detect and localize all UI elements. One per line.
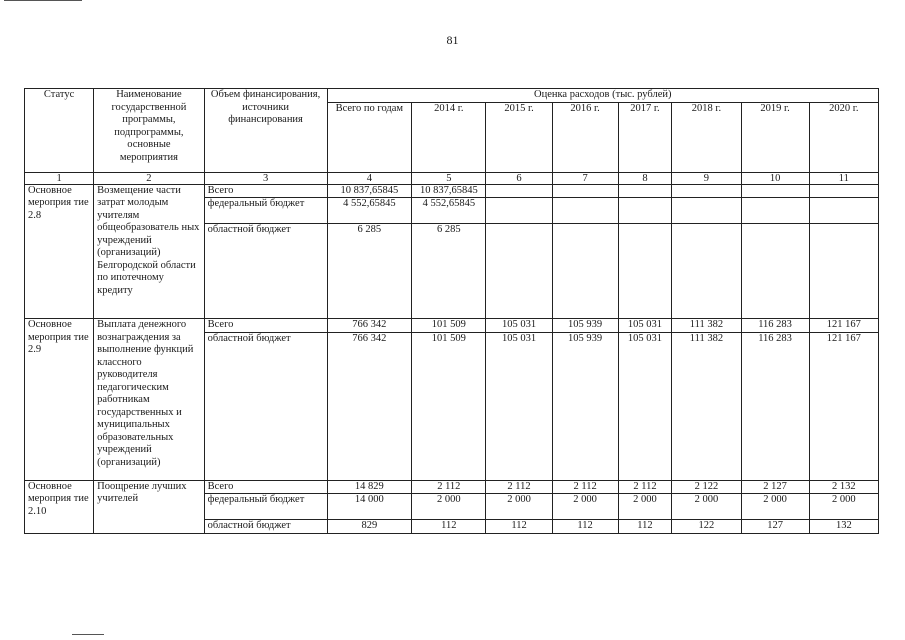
value-cell — [618, 184, 672, 198]
value-cell: 116 283 — [741, 319, 809, 333]
value-cell: 2 000 — [552, 494, 618, 520]
source-cell: федеральный бюджет — [204, 198, 327, 224]
value-cell: 105 939 — [552, 332, 618, 480]
value-cell: 14 829 — [327, 480, 412, 494]
value-cell — [809, 198, 878, 224]
header-year: 2016 г. — [552, 102, 618, 172]
value-cell: 112 — [618, 520, 672, 534]
value-cell — [552, 198, 618, 224]
column-number: 7 — [552, 172, 618, 184]
value-cell: 121 167 — [809, 332, 878, 480]
column-number: 1 — [25, 172, 94, 184]
header-year: 2018 г. — [672, 102, 741, 172]
value-cell: 105 031 — [486, 332, 552, 480]
measure-name-cell: Поощрение лучших учителей — [94, 480, 204, 533]
value-cell: 10 837,65845 — [412, 184, 486, 198]
page-number: 81 — [446, 33, 459, 47]
measure-name-cell: Выплата денежного вознаграждения за выполнение функций классного руководителя педагогическим работникам государственных и муниципальных образовательных учреждений (организаций) — [94, 319, 204, 481]
value-cell: 105 031 — [618, 332, 672, 480]
value-cell — [809, 224, 878, 319]
value-cell: 6 285 — [327, 224, 412, 319]
column-number: 2 — [94, 172, 204, 184]
value-cell — [741, 198, 809, 224]
value-cell — [552, 184, 618, 198]
value-cell: 2 112 — [412, 480, 486, 494]
status-cell: Основное мероприя тие 2.10 — [25, 480, 94, 533]
value-cell: 116 283 — [741, 332, 809, 480]
value-cell: 112 — [412, 520, 486, 534]
value-cell: 2 000 — [412, 494, 486, 520]
value-cell — [618, 198, 672, 224]
source-cell: Всего — [204, 184, 327, 198]
value-cell: 2 112 — [618, 480, 672, 494]
value-cell: 766 342 — [327, 319, 412, 333]
value-cell: 105 031 — [618, 319, 672, 333]
header-year: 2015 г. — [486, 102, 552, 172]
expense-table — [24, 88, 879, 534]
value-cell: 2 112 — [486, 480, 552, 494]
value-cell: 112 — [486, 520, 552, 534]
value-cell — [486, 198, 552, 224]
value-cell — [486, 184, 552, 198]
header-year: 2014 г. — [412, 102, 486, 172]
value-cell: 105 939 — [552, 319, 618, 333]
value-cell: 127 — [741, 520, 809, 534]
header-volume: Объем финансирования, источники финансирования — [204, 89, 327, 173]
column-number: 11 — [809, 172, 878, 184]
value-cell: 829 — [327, 520, 412, 534]
value-cell: 122 — [672, 520, 741, 534]
value-cell: 111 382 — [672, 319, 741, 333]
value-cell: 14 000 — [327, 494, 412, 520]
value-cell: 2 000 — [809, 494, 878, 520]
column-number: 3 — [204, 172, 327, 184]
value-cell — [672, 184, 741, 198]
value-cell: 101 509 — [412, 332, 486, 480]
source-cell: областной бюджет — [204, 224, 327, 319]
value-cell: 112 — [552, 520, 618, 534]
value-cell — [741, 184, 809, 198]
value-cell: 2 000 — [486, 494, 552, 520]
value-cell: 10 837,65845 — [327, 184, 412, 198]
value-cell: 4 552,65845 — [327, 198, 412, 224]
column-number: 6 — [486, 172, 552, 184]
value-cell: 4 552,65845 — [412, 198, 486, 224]
header-status: Статус — [25, 89, 94, 173]
column-number: 8 — [618, 172, 672, 184]
source-cell: федеральный бюджет — [204, 494, 327, 520]
value-cell — [486, 224, 552, 319]
scan-mark-bottom — [72, 634, 104, 635]
column-number: 9 — [672, 172, 741, 184]
value-cell: 2 112 — [552, 480, 618, 494]
value-cell: 2 000 — [618, 494, 672, 520]
header-estimate: Оценка расходов (тыс. рублей) — [327, 89, 879, 103]
value-cell: 6 285 — [412, 224, 486, 319]
value-cell: 105 031 — [486, 319, 552, 333]
column-number: 4 — [327, 172, 412, 184]
value-cell: 2 132 — [809, 480, 878, 494]
header-year: 2017 г. — [618, 102, 672, 172]
header-total: Всего по годам — [327, 102, 412, 172]
value-cell: 2 127 — [741, 480, 809, 494]
source-cell: областной бюджет — [204, 332, 327, 480]
value-cell: 766 342 — [327, 332, 412, 480]
value-cell — [618, 224, 672, 319]
status-cell: Основное мероприя тие 2.8 — [25, 184, 94, 319]
value-cell: 2 000 — [741, 494, 809, 520]
value-cell — [552, 224, 618, 319]
value-cell — [672, 224, 741, 319]
value-cell — [672, 198, 741, 224]
value-cell: 2 000 — [672, 494, 741, 520]
source-cell: Всего — [204, 480, 327, 494]
scan-mark-top — [4, 0, 82, 1]
value-cell: 111 382 — [672, 332, 741, 480]
value-cell — [809, 184, 878, 198]
header-year: 2020 г. — [809, 102, 878, 172]
column-number: 10 — [741, 172, 809, 184]
measure-name-cell: Возмещение части затрат молодым учителям общеобразователь ных учреждений (организаций) Белгородской области по ипотечному кредиту — [94, 184, 204, 319]
value-cell: 101 509 — [412, 319, 486, 333]
value-cell — [741, 224, 809, 319]
value-cell: 121 167 — [809, 319, 878, 333]
source-cell: областной бюджет — [204, 520, 327, 534]
value-cell: 2 122 — [672, 480, 741, 494]
column-number: 5 — [412, 172, 486, 184]
header-year: 2019 г. — [741, 102, 809, 172]
source-cell: Всего — [204, 319, 327, 333]
status-cell: Основное мероприя тие 2.9 — [25, 319, 94, 481]
header-name: Наименование государственной программы, подпрограммы, основные мероприятия — [94, 89, 204, 173]
value-cell: 132 — [809, 520, 878, 534]
